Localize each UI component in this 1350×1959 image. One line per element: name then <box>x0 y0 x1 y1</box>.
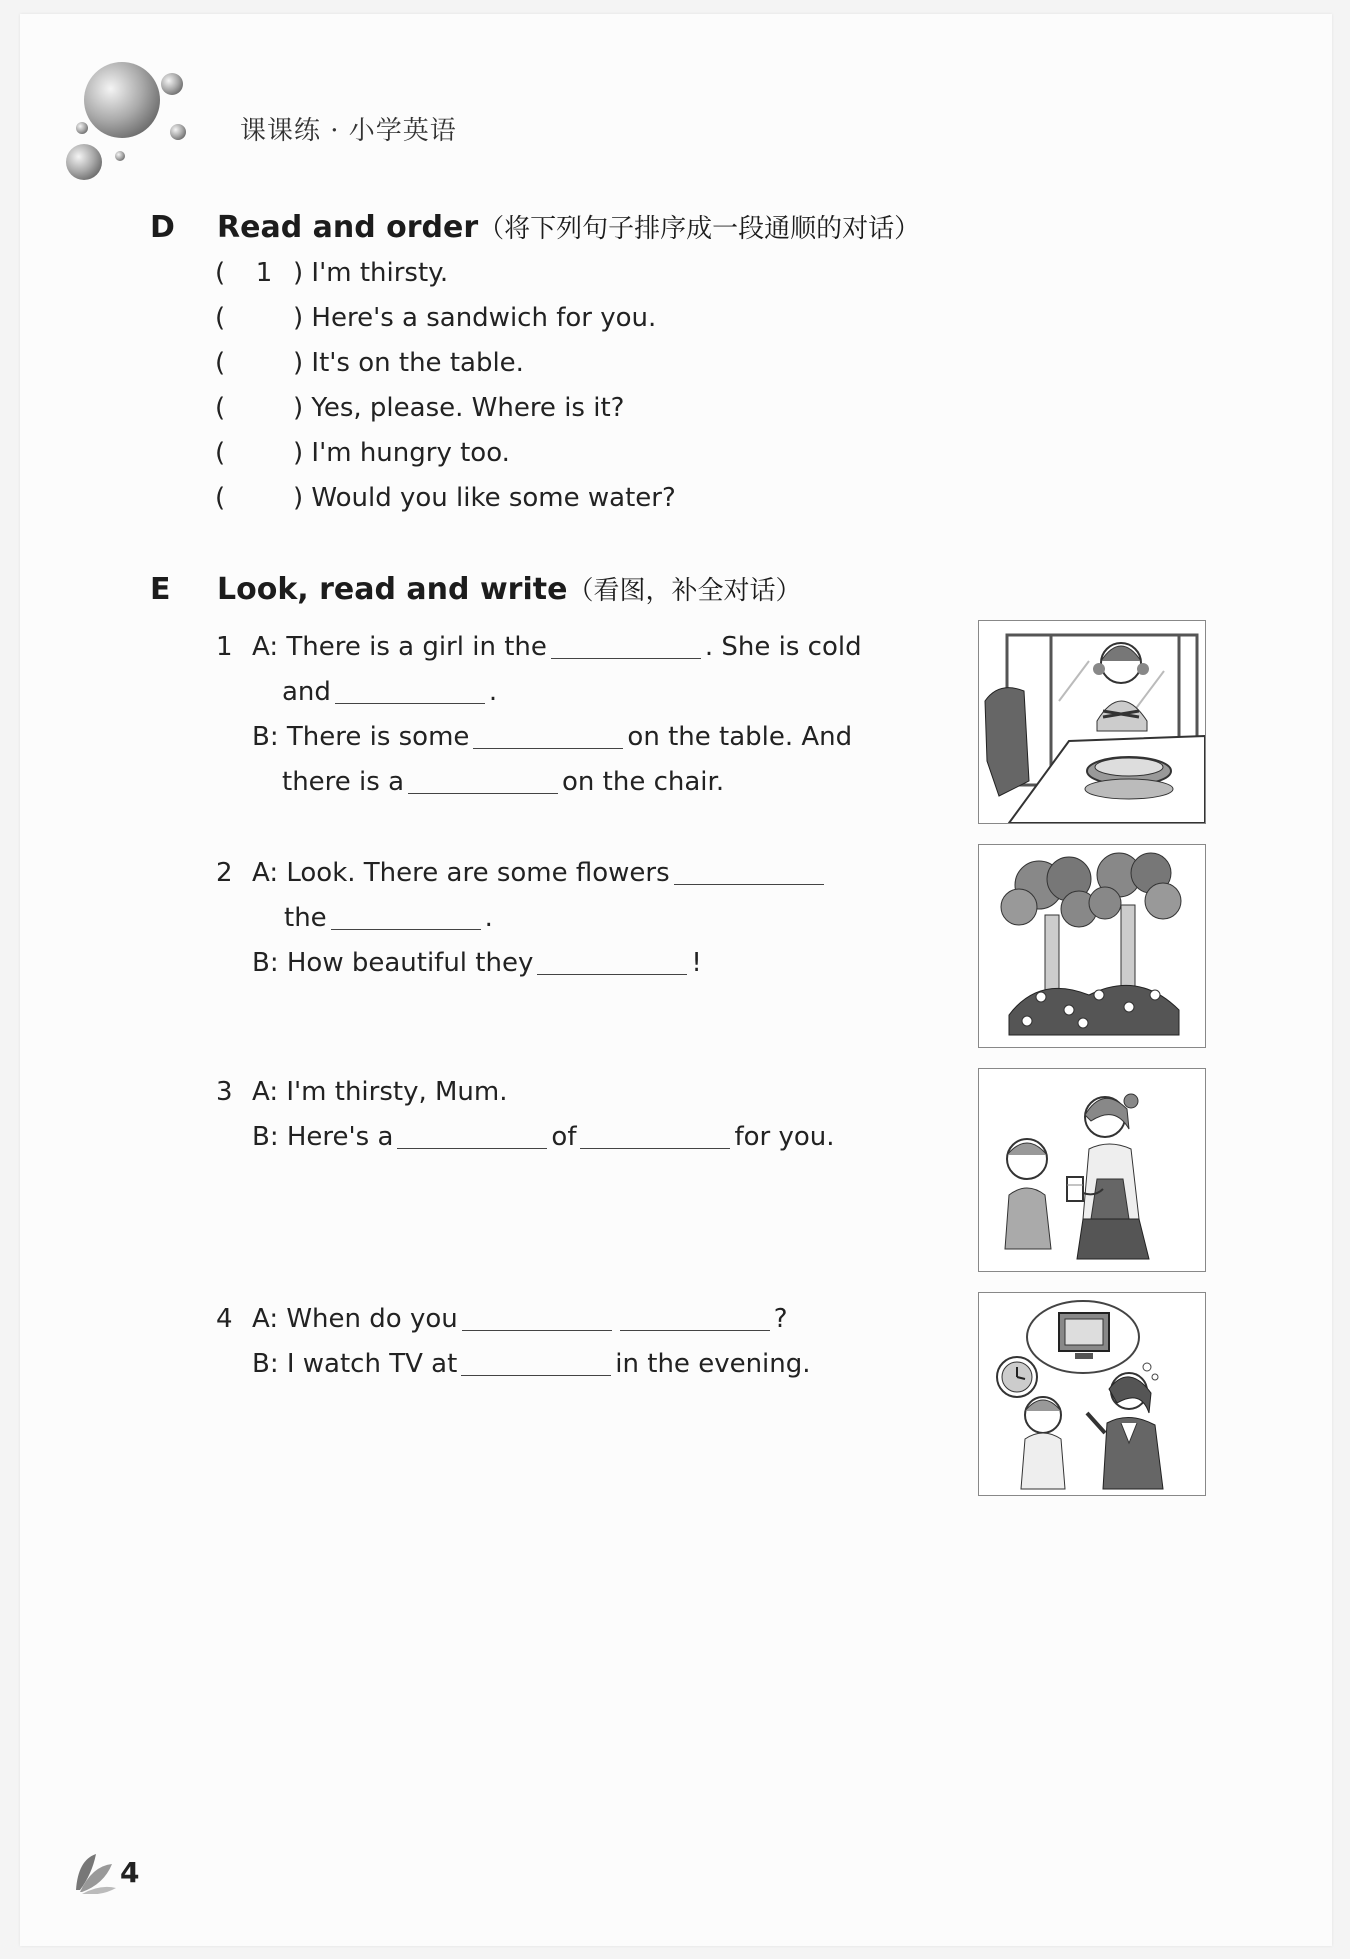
picture-trees-flowers <box>978 844 1206 1048</box>
answer-blank[interactable] <box>462 1304 612 1331</box>
dialog-line <box>252 948 702 978</box>
order-answer-field[interactable]: 1 <box>255 258 273 288</box>
order-sentence: ) Yes, please. Where is it? <box>293 393 625 423</box>
dialog-line <box>252 1122 835 1152</box>
question-number: 3 <box>216 1077 233 1107</box>
page-number: 4 <box>120 1856 140 1889</box>
dialog-line <box>252 1349 811 1379</box>
answer-blank[interactable] <box>408 767 558 794</box>
answer-blank[interactable] <box>620 1304 770 1331</box>
answer-blank[interactable] <box>551 632 701 659</box>
dialog-text: on the chair. <box>562 767 725 797</box>
watch-tv-icon <box>979 1293 1205 1495</box>
answer-blank[interactable] <box>537 948 687 975</box>
open-paren: ( <box>215 438 226 468</box>
section-e-letter: E <box>150 572 171 607</box>
open-paren: ( <box>215 303 226 333</box>
dialog-text: . <box>484 903 493 933</box>
section-e-title-zh: （看图，补全对话） <box>567 576 802 606</box>
section-d-letter: D <box>150 210 175 245</box>
section-d-title-zh: （将下列句子排序成一段通顺的对话） <box>478 214 921 244</box>
dialog-line <box>252 722 852 752</box>
dialog-text: A: I'm thirsty, Mum. <box>252 1077 508 1107</box>
section-d-title-en: Read and order <box>217 210 479 245</box>
dialog-line <box>252 632 862 662</box>
dialog-text: ! <box>691 948 702 978</box>
dialog-line <box>284 903 493 933</box>
bubbles-decoration-icon <box>60 58 210 188</box>
picture-boy-mum-water <box>978 1068 1206 1272</box>
dialog-text: the <box>284 903 327 933</box>
order-sentence: ) Would you like some water? <box>293 483 676 513</box>
dialog-text: on the table. And <box>627 722 853 752</box>
dialog-text: there is a <box>282 767 405 797</box>
picture-cold-girl <box>978 620 1206 824</box>
boy-mum-water-icon <box>979 1069 1205 1271</box>
dialog-text: B: Here's a <box>252 1122 394 1152</box>
dialog-text: A: When do you <box>252 1304 458 1334</box>
order-sentence: ) I'm thirsty. <box>293 258 449 288</box>
dialog-text: and <box>282 677 331 707</box>
answer-blank[interactable] <box>335 677 485 704</box>
book-title: 课课练 · 小学英语 <box>240 116 457 146</box>
answer-blank[interactable] <box>674 858 824 885</box>
order-sentence: ) I'm hungry too. <box>293 438 510 468</box>
section-e-title <box>217 570 801 607</box>
dialog-text: of <box>551 1122 577 1152</box>
answer-blank[interactable] <box>580 1122 730 1149</box>
question-number: 2 <box>216 858 233 888</box>
order-sentence: ) Here's a sandwich for you. <box>293 303 657 333</box>
open-paren: ( <box>215 483 226 513</box>
dialog-text: for you. <box>734 1122 835 1152</box>
open-paren: ( <box>215 393 226 423</box>
open-paren: ( <box>215 348 226 378</box>
answer-blank[interactable] <box>397 1122 547 1149</box>
dialog-line <box>252 858 828 888</box>
answer-blank[interactable] <box>461 1349 611 1376</box>
dialog-text: B: There is some <box>252 722 470 752</box>
dialog-line <box>282 677 497 707</box>
dialog-line <box>252 1304 788 1334</box>
section-d-title <box>217 208 920 245</box>
dialog-text: . <box>488 677 498 707</box>
trees-flowers-icon <box>979 845 1205 1047</box>
leaf-decoration-icon <box>72 1850 118 1894</box>
picture-watch-tv <box>978 1292 1206 1496</box>
answer-blank[interactable] <box>473 722 623 749</box>
dialog-text: A: There is a girl in the <box>252 632 547 662</box>
dialog-text: ? <box>773 1304 788 1334</box>
answer-blank[interactable] <box>331 903 481 930</box>
section-e-title-en: Look, read and write <box>217 572 568 607</box>
dialog-text: B: How beautiful they <box>252 948 534 978</box>
dialog-line <box>282 767 724 797</box>
open-paren: ( <box>215 258 226 288</box>
dialog-text: in the evening. <box>615 1349 811 1379</box>
dialog-text: B: I watch TV at <box>252 1349 458 1379</box>
dialog-text: . She is cold <box>704 632 862 662</box>
dialog-line <box>252 1077 508 1107</box>
question-number: 4 <box>216 1304 233 1334</box>
question-number: 1 <box>216 632 233 662</box>
dialog-text: A: Look. There are some flowers <box>252 858 670 888</box>
cold-girl-icon <box>979 621 1205 823</box>
workbook-page <box>20 14 1332 1946</box>
order-sentence: ) It's on the table. <box>293 348 524 378</box>
